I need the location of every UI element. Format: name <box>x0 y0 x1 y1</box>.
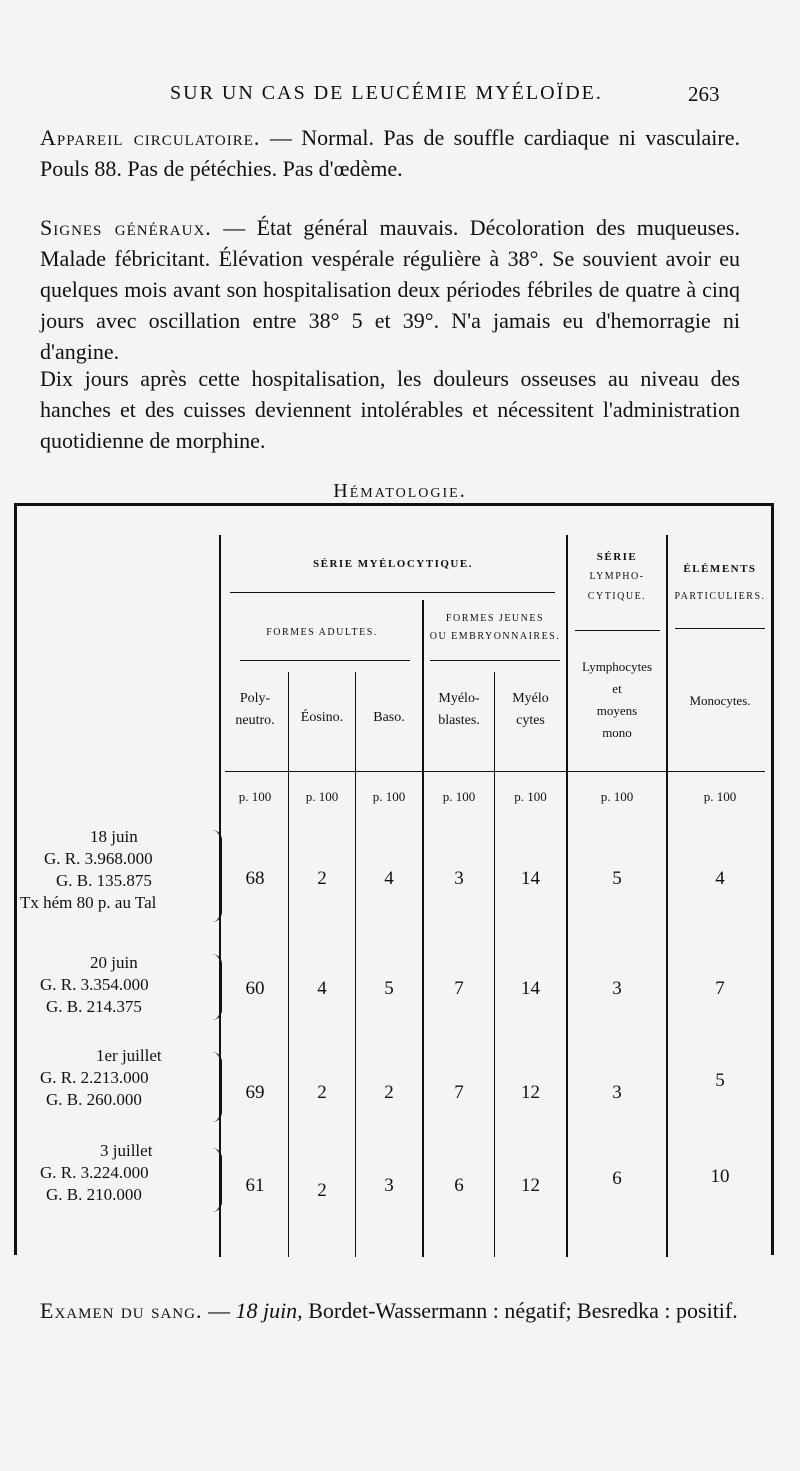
cell-value: 2 <box>317 1180 327 1201</box>
group-rule <box>675 628 765 629</box>
col-header-eosino: Éosino. <box>300 710 344 725</box>
unit-label: p. 100 <box>600 789 634 804</box>
col-header-polyneutro: Poly- neutro. <box>235 691 275 728</box>
row-label: 20 juin G. R. 3.354.000 G. B. 214.375 <box>40 953 149 1016</box>
exam-date: 18 juin, <box>235 1298 303 1323</box>
table-title: Hématologie. <box>333 480 467 502</box>
cell-value: 5 <box>612 868 622 889</box>
group-header-myelo: SÉRIE MYÉLOCYTIQUE. <box>313 558 473 570</box>
col-header-myelocytes: Myélo cytes <box>512 691 549 728</box>
cell-value: 7 <box>454 1082 464 1103</box>
section-label: Appareil circulatoire. <box>40 125 261 150</box>
group-rule <box>430 660 560 661</box>
unit-label: p. 100 <box>442 789 476 804</box>
cell-value: 2 <box>317 868 327 889</box>
cell-value: 12 <box>521 1175 540 1196</box>
row-brace <box>210 1052 222 1122</box>
cell-value: 14 <box>521 868 540 889</box>
cell-value: 3 <box>384 1175 394 1196</box>
col-header-lymphocytes: Lymphocytes et moyens mono <box>581 659 653 740</box>
row-brace <box>210 830 222 922</box>
cell-value: 7 <box>454 978 464 999</box>
page-number: 263 <box>688 82 720 106</box>
blood-exam-paragraph: Examen du sang. — 18 juin, Bordet-Wassermann : négatif; Besredka : positif. <box>40 1298 738 1323</box>
paragraph-text: — Normal. Pas de souffle cardiaque ni vasculaire. Pouls 88. Pas de pétéchies. Pas d'œdème. <box>40 125 740 181</box>
col-header-myeloblastes: Myélo- blastes. <box>438 691 480 728</box>
paragraph-general-signs <box>40 212 740 367</box>
group-rule <box>575 630 660 631</box>
cell-value: 7 <box>715 978 725 999</box>
cell-value: 4 <box>384 868 394 889</box>
cell-value: 6 <box>612 1168 622 1189</box>
column-rule <box>494 672 495 1257</box>
section-label: Examen du sang. <box>40 1298 203 1323</box>
page-header <box>0 82 800 112</box>
unit-label: p. 100 <box>372 789 406 804</box>
cell-value: 6 <box>454 1175 464 1196</box>
col-header-monocytes: Monocytes. <box>689 693 751 708</box>
cell-value: 4 <box>317 978 327 999</box>
paragraph-text: Dix jours après cette hospitalisation, les douleurs osseuses au niveau des hanches et des cuisses deviennent intolérables et nécessitent l'administration quotidienne de morphine. <box>40 366 740 453</box>
column-rule <box>666 535 668 1257</box>
cell-value: 3 <box>454 868 464 889</box>
row-label: 3 juillet G. R. 3.224.000 G. B. 210.000 <box>40 1141 153 1204</box>
header-rule <box>225 771 765 772</box>
paragraph-circulatory <box>40 122 740 184</box>
group-header-adult: FORMES ADULTES. <box>266 627 378 638</box>
cell-value: 10 <box>710 1166 730 1187</box>
column-rule <box>288 672 289 1257</box>
cell-value: 5 <box>384 978 394 999</box>
cell-value: 2 <box>317 1082 327 1103</box>
column-rule <box>355 672 356 1257</box>
row-label: 18 juin G. R. 3.968.000 G. B. 135.875 Tx hém 80 p. au Tal <box>20 827 157 912</box>
group-header-lympho: SÉRIE LYMPHO- CYTIQUE. <box>587 551 647 602</box>
paragraph-text: Bordet-Wassermann : négatif; Besredka : positif. <box>302 1298 738 1323</box>
cell-value: 12 <box>521 1082 540 1103</box>
unit-label: p. 100 <box>238 789 272 804</box>
row-label: 1er juillet G. R. 2.213.000 G. B. 260.000 <box>40 1046 162 1109</box>
cell-value: 69 <box>245 1082 265 1103</box>
cell-value: 60 <box>245 978 265 999</box>
group-header-elements: ÉLÉMENTS PARTICULIERS. <box>674 563 766 602</box>
paragraph-pain <box>40 363 740 456</box>
group-rule <box>240 660 410 661</box>
section-label: Signes généraux. <box>40 215 212 240</box>
cell-value: 5 <box>715 1070 725 1091</box>
cell-value: 68 <box>245 868 265 889</box>
column-rule <box>566 535 568 1257</box>
cell-value: 61 <box>245 1175 265 1196</box>
group-header-young: FORMES JEUNES OU EMBRYONNAIRES. <box>429 613 561 642</box>
unit-label: p. 100 <box>703 789 737 804</box>
group-rule <box>230 592 555 593</box>
col-header-baso: Baso. <box>373 710 405 725</box>
paragraph-text: — État général mauvais. Décoloration des muqueuses. Malade fébricitant. Élévation vespérale régulière à 38°. Se souvient avoir eu quelques mois avant son hospitalisation deux périodes fébriles de quatre à cinq jours avec oscillation entre 38° 5 et 39°. N'a jamais eu d'hemorragie ni d'angine. <box>40 215 740 364</box>
running-title: SUR UN CAS DE LEUCÉMIE MYÉLOÏDE. <box>170 82 603 104</box>
cell-value: 3 <box>612 978 622 999</box>
unit-label: p. 100 <box>514 789 547 804</box>
row-brace <box>210 954 222 1020</box>
cell-value: 3 <box>612 1082 622 1103</box>
cell-value: 2 <box>384 1082 394 1103</box>
row-brace <box>210 1148 222 1212</box>
unit-label: p. 100 <box>305 789 339 804</box>
cell-value: 4 <box>715 868 725 889</box>
cell-value: 14 <box>521 978 540 999</box>
